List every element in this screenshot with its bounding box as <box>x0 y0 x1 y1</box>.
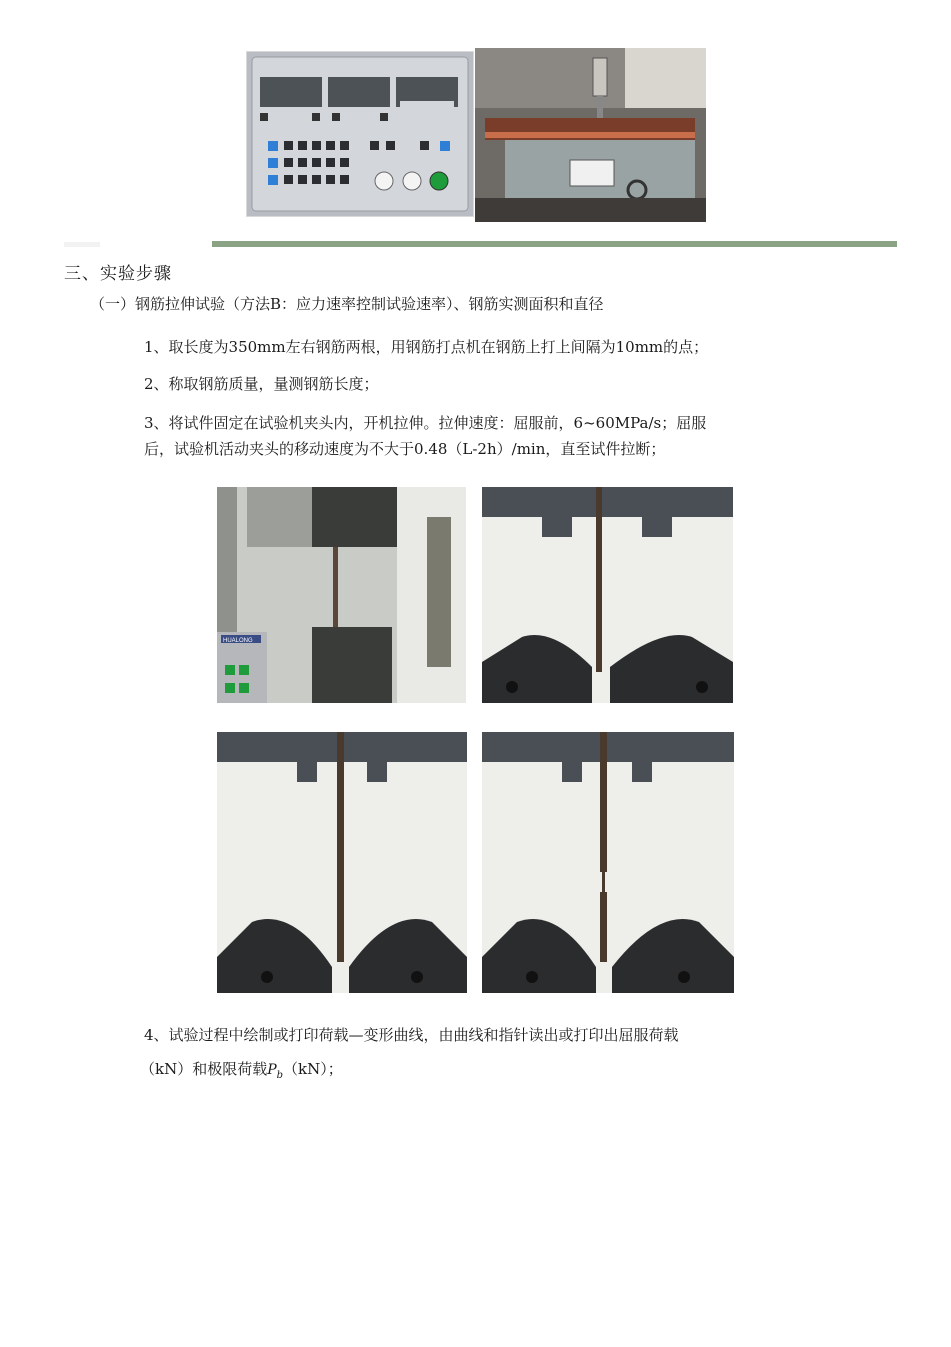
marking-machine-photo <box>475 48 706 222</box>
step-4-text-a: （kN）和极限荷载 <box>140 1060 268 1078</box>
tensile-machine-photo <box>217 487 466 703</box>
specimen-start-photo <box>482 487 733 703</box>
section-heading: 三、实验步骤 <box>64 264 172 284</box>
symbol-letter: P <box>267 1062 277 1078</box>
ultimate-load-symbol <box>267 1062 284 1081</box>
step-4-line-2 <box>140 1057 800 1088</box>
section-divider <box>212 241 897 247</box>
symbol-subscript: b <box>276 1069 284 1081</box>
decorative-rule-left <box>64 242 100 247</box>
section-subheading: （一）钢筋拉伸试验（方法B：应力速率控制试验速率）、钢筋实测面积和直径 <box>90 295 604 313</box>
step-1: 1、取长度为350mm左右钢筋两根，用钢筋打点机在钢筋上打上间隔为10mm的点； <box>144 338 709 356</box>
specimen-necking-photo <box>217 732 467 993</box>
specimen-fracture-photo <box>482 732 734 993</box>
control-panel-photo <box>246 51 474 217</box>
panel-brand: HUALONG <box>223 638 253 644</box>
step-3-line-2: 后，试验机活动夹头的移动速度为不大于0.48（L-2h）/min，直至试件拉断； <box>144 440 666 458</box>
step-4-line-1: 4、试验过程中绘制或打印荷载—变形曲线，由曲线和指针读出或打印出屈服荷载 <box>144 1026 679 1044</box>
step-4-text-b: （kN）； <box>283 1060 343 1078</box>
step-2: 2、称取钢筋质量，量测钢筋长度； <box>144 375 379 393</box>
step-3-line-1: 3、将试件固定在试验机夹头内，开机拉伸。拉伸速度：屈服前，6~60MPa/s；屈服 <box>144 414 707 432</box>
